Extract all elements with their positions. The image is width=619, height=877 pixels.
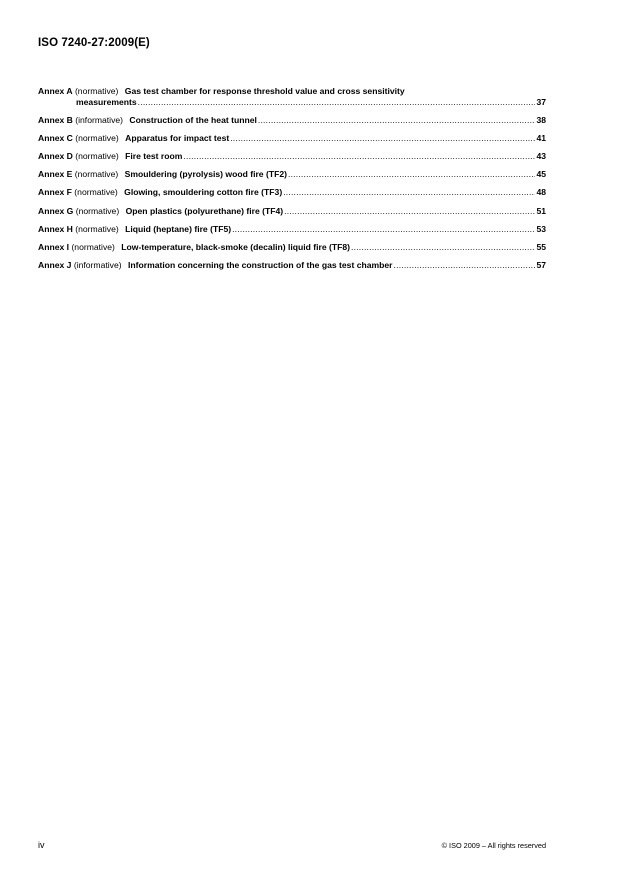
annex-label: Annex A	[38, 86, 73, 96]
annex-kind: (informative)	[73, 259, 122, 270]
annex-label: Annex H	[38, 223, 73, 234]
toc-entry-text	[38, 151, 182, 162]
toc-entry-annex-c[interactable]	[38, 133, 546, 144]
page-number: 48	[536, 187, 546, 198]
toc-entry-text	[38, 224, 231, 235]
annex-kind: (normative)	[75, 205, 120, 216]
annex-kind: (normative)	[74, 187, 118, 198]
toc-entry-annex-g[interactable]	[38, 206, 546, 217]
toc-entry-annex-h[interactable]	[38, 224, 546, 235]
dot-leader	[183, 151, 535, 162]
document-header: ISO 7240-27:2009(E)	[38, 37, 150, 49]
dot-leader	[138, 97, 536, 108]
toc-line	[38, 86, 546, 97]
toc-entry-annex-j[interactable]	[38, 260, 546, 271]
toc-line	[38, 169, 546, 180]
footer-page-number: iv	[38, 840, 45, 850]
toc-entry-annex-b[interactable]	[38, 115, 546, 126]
toc-line	[38, 206, 546, 217]
toc-line-continuation	[38, 97, 546, 108]
annex-title: Low-temperature, black-smoke (decalin) liquid fire (TF8)	[121, 241, 351, 252]
annex-title: Glowing, smouldering cotton fire (TF3)	[124, 187, 283, 198]
page-number: 51	[536, 205, 546, 216]
annex-label: Annex E	[38, 169, 73, 180]
dot-leader	[394, 260, 536, 271]
dot-leader	[232, 224, 535, 235]
annex-label: Annex G	[38, 205, 74, 216]
toc-entry-annex-e[interactable]	[38, 169, 546, 180]
annex-label: Annex B	[38, 115, 73, 126]
annex-kind: (normative)	[74, 86, 119, 96]
annex-label: Annex C	[38, 133, 73, 144]
toc-entry-annex-d[interactable]	[38, 151, 546, 162]
dot-leader	[283, 187, 535, 198]
annex-title: Open plastics (polyurethane) fire (TF4)	[125, 205, 284, 216]
toc-line	[38, 151, 546, 162]
annex-title: Apparatus for impact test	[125, 133, 230, 144]
annex-title-continued: measurements	[76, 97, 137, 107]
toc-entry-annex-f[interactable]	[38, 187, 546, 198]
dot-leader	[284, 206, 535, 217]
page-number: 57	[536, 259, 546, 270]
annex-title: Liquid (heptane) fire (TF5)	[125, 223, 232, 234]
toc-line	[38, 242, 546, 253]
toc-line	[38, 115, 546, 126]
toc-entry-text	[38, 115, 257, 126]
annex-title: Gas test chamber for response threshold value and cross sensitivity	[124, 86, 405, 96]
toc-entry-annex-i[interactable]	[38, 242, 546, 253]
annex-label: Annex I	[38, 241, 70, 252]
dot-leader	[258, 115, 536, 126]
toc-entry-text	[38, 169, 287, 180]
toc-entry-text	[38, 86, 405, 97]
footer-copyright: © ISO 2009 – All rights reserved	[441, 841, 546, 850]
toc-entry-text	[38, 242, 350, 253]
page-number: 37	[536, 97, 546, 107]
annex-kind: (normative)	[75, 133, 119, 144]
dot-leader	[288, 169, 535, 180]
page-number: 41	[536, 133, 546, 144]
annex-title: Information concerning the construction of the gas test chamber	[127, 259, 393, 270]
annex-kind: (normative)	[74, 169, 119, 180]
toc-line	[38, 133, 546, 144]
dot-leader	[230, 133, 535, 144]
annex-kind: (normative)	[75, 151, 119, 162]
annex-title: Construction of the heat tunnel	[129, 115, 257, 126]
annex-title: Fire test room	[125, 151, 183, 162]
page-number: 53	[536, 223, 546, 234]
page-number: 55	[536, 241, 546, 252]
page-number: 45	[536, 169, 546, 180]
annex-title: Smouldering (pyrolysis) wood fire (TF2)	[124, 169, 287, 180]
toc-entry-text	[38, 260, 393, 271]
annex-label: Annex J	[38, 259, 72, 270]
page-number: 43	[536, 151, 546, 162]
annex-kind: (normative)	[71, 241, 115, 252]
toc-entry-text	[38, 206, 283, 217]
toc-entry-annex-a[interactable]	[38, 86, 546, 108]
annex-label: Annex D	[38, 151, 73, 162]
dot-leader	[351, 242, 535, 253]
annex-label: Annex F	[38, 187, 72, 198]
toc-line	[38, 224, 546, 235]
table-of-contents	[38, 86, 546, 278]
toc-entry-text	[38, 187, 282, 198]
annex-kind: (normative)	[75, 223, 119, 234]
toc-line	[38, 260, 546, 271]
annex-kind: (informative)	[75, 115, 124, 126]
page-number: 38	[536, 115, 546, 126]
toc-entry-text	[38, 133, 229, 144]
toc-line	[38, 187, 546, 198]
